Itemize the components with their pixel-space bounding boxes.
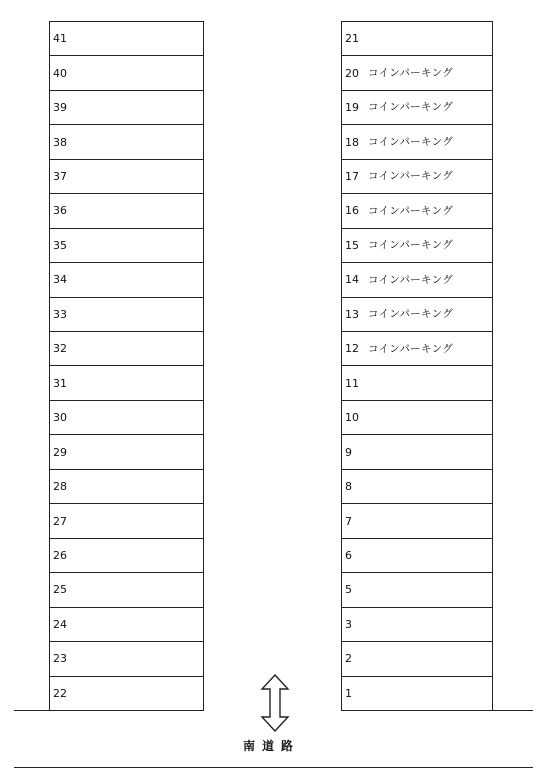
space-number: 39 — [53, 101, 67, 115]
parking-space — [342, 22, 492, 56]
space-number: 16 — [345, 204, 359, 218]
parking-space — [342, 229, 492, 263]
space-number: 6 — [345, 548, 352, 562]
parking-space — [342, 160, 492, 194]
space-number: 26 — [53, 548, 67, 562]
space-number: 23 — [53, 652, 67, 666]
parking-space — [50, 401, 203, 435]
space-number: 32 — [53, 342, 67, 356]
space-number: 22 — [53, 686, 67, 700]
space-number: 13 — [345, 307, 359, 321]
space-number: 5 — [345, 583, 352, 597]
space-number: 41 — [53, 32, 67, 46]
space-number: 15 — [345, 238, 359, 252]
space-number: 40 — [53, 66, 67, 80]
space-number: 3 — [345, 617, 352, 631]
space-number: 31 — [53, 376, 67, 390]
space-number: 12 — [345, 342, 359, 356]
space-label: コインパーキング — [368, 170, 454, 183]
space-number: 29 — [53, 445, 67, 459]
parking-space — [50, 677, 203, 711]
parking-space — [50, 367, 203, 401]
space-number: 19 — [345, 101, 359, 115]
space-number: 7 — [345, 514, 352, 528]
space-number: 34 — [53, 273, 67, 287]
parking-space — [50, 608, 203, 642]
parking-space — [342, 332, 492, 366]
parking-space — [50, 573, 203, 607]
parking-space — [342, 367, 492, 401]
parking-space — [50, 22, 203, 56]
space-number: 20 — [345, 66, 359, 80]
parking-space — [342, 539, 492, 573]
parking-space — [342, 56, 492, 90]
space-number: 11 — [345, 376, 359, 390]
parking-space — [342, 642, 492, 676]
road-edge-right — [341, 710, 533, 711]
left-parking-column — [49, 21, 204, 710]
road-edge-left — [14, 710, 204, 711]
space-number: 35 — [53, 238, 67, 252]
parking-space — [342, 435, 492, 469]
space-number: 38 — [53, 135, 67, 149]
parking-space — [50, 470, 203, 504]
parking-space — [342, 298, 492, 332]
space-label: コインパーキング — [368, 101, 454, 114]
parking-space — [50, 332, 203, 366]
parking-space — [50, 194, 203, 228]
space-label: コインパーキング — [368, 308, 454, 321]
parking-space — [50, 539, 203, 573]
space-label: コインパーキング — [368, 239, 454, 252]
space-number: 30 — [53, 411, 67, 425]
space-number: 10 — [345, 411, 359, 425]
parking-space — [342, 401, 492, 435]
space-label: コインパーキング — [368, 273, 454, 286]
road-label: 南道路 — [243, 739, 301, 753]
space-number: 17 — [345, 170, 359, 184]
parking-space — [50, 229, 203, 263]
parking-space — [50, 435, 203, 469]
right-parking-column — [341, 21, 493, 710]
space-number: 36 — [53, 204, 67, 218]
double-arrow-vertical-icon — [259, 674, 291, 732]
parking-space — [342, 91, 492, 125]
parking-space — [342, 573, 492, 607]
space-label: コインパーキング — [368, 342, 454, 355]
parking-space — [50, 263, 203, 297]
space-number: 37 — [53, 170, 67, 184]
space-label: コインパーキング — [368, 135, 454, 148]
space-number: 2 — [345, 652, 352, 666]
parking-space — [50, 504, 203, 538]
parking-space — [50, 642, 203, 676]
parking-space — [50, 91, 203, 125]
space-number: 14 — [345, 273, 359, 287]
space-number: 33 — [53, 307, 67, 321]
space-number: 9 — [345, 445, 352, 459]
parking-space — [50, 160, 203, 194]
space-number: 25 — [53, 583, 67, 597]
parking-space — [342, 125, 492, 159]
space-number: 8 — [345, 480, 352, 494]
road-edge-bottom — [14, 767, 533, 768]
space-number: 28 — [53, 480, 67, 494]
space-number: 21 — [345, 32, 359, 46]
space-number: 24 — [53, 617, 67, 631]
space-number: 27 — [53, 514, 67, 528]
space-number: 18 — [345, 135, 359, 149]
parking-space — [342, 504, 492, 538]
parking-space — [50, 298, 203, 332]
parking-space — [50, 125, 203, 159]
parking-space — [50, 56, 203, 90]
space-label: コインパーキング — [368, 66, 454, 79]
parking-space — [342, 608, 492, 642]
space-label: コインパーキング — [368, 204, 454, 217]
parking-space — [342, 677, 492, 711]
space-number: 1 — [345, 686, 352, 700]
parking-space — [342, 194, 492, 228]
parking-space — [342, 470, 492, 504]
parking-space — [342, 263, 492, 297]
